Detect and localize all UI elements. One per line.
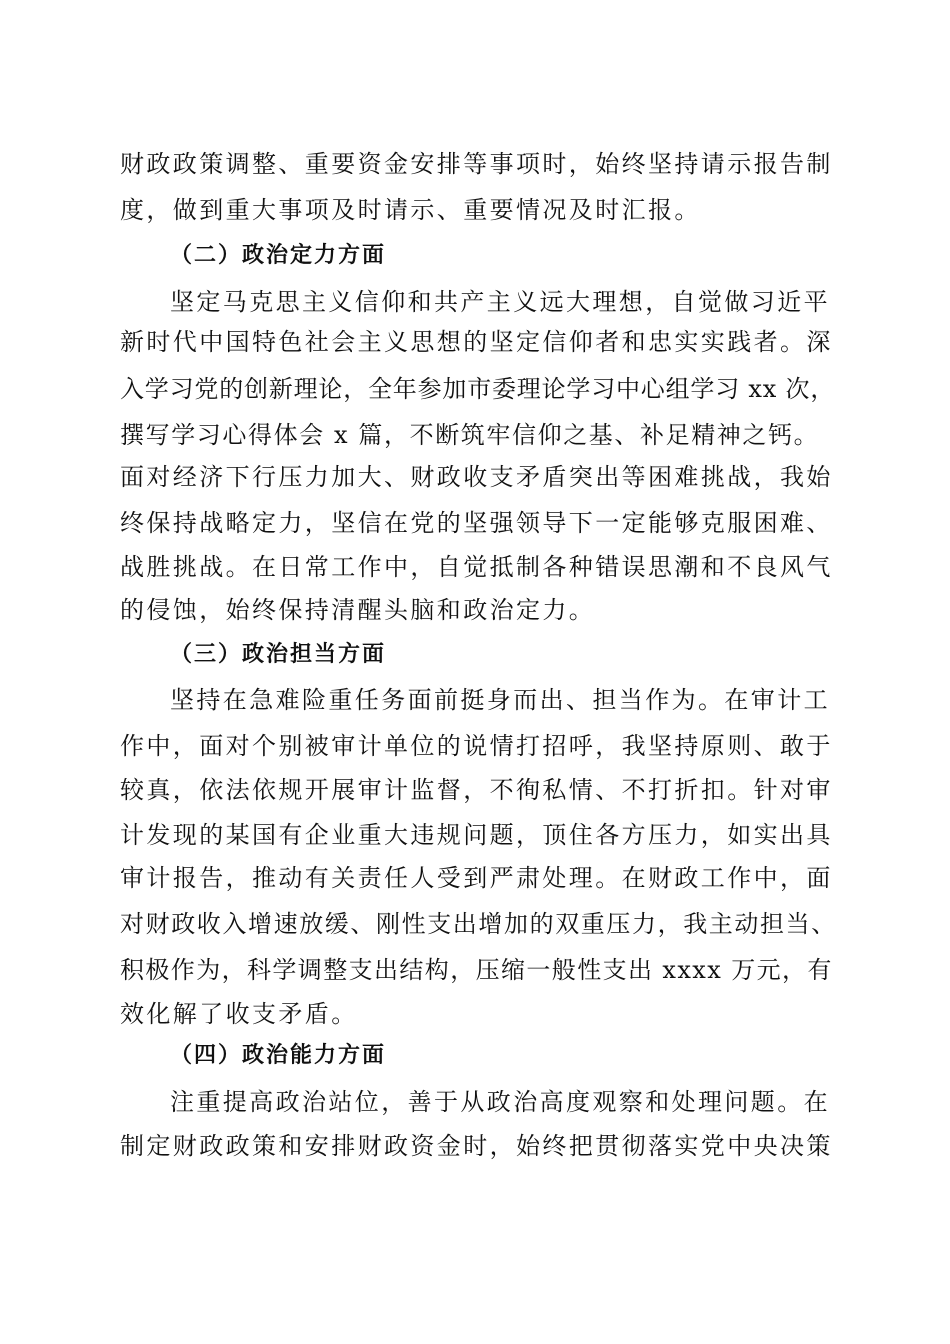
paragraph-line: 注重提高政治站位，善于从政治高度观察和处理问题。在 [170, 1088, 830, 1116]
paragraph-line: 财政政策调整、重要资金安排等事项时，始终坚持请示报告制 [120, 150, 833, 178]
section-heading-4: （四）政治能力方面 [170, 1043, 387, 1068]
paragraph-line: 的侵蚀，始终保持清醒头脑和政治定力。 [120, 596, 596, 624]
paragraph-line: 审计报告，推动有关责任人受到严肃处理。在财政工作中，面 [120, 864, 833, 892]
paragraph-line: 坚定马克思主义信仰和共产主义远大理想，自觉做习近平 [170, 288, 830, 316]
paragraph-line: 战胜挑战。在日常工作中，自觉抵制各种错误思潮和不良风气 [120, 553, 833, 581]
paragraph-line: 效化解了收支矛盾。 [120, 1000, 358, 1028]
section-heading-3: （三）政治担当方面 [170, 642, 387, 667]
paragraph-line: 对财政收入增速放缓、刚性支出增加的双重压力，我主动担当、 [120, 910, 837, 938]
paragraph-line: 计发现的某国有企业重大违规问题，顶住各方压力，如实出具 [120, 821, 833, 849]
paragraph-line: 积极作为，科学调整支出结构，压缩一般性支出 xxxx 万元，有 [120, 956, 833, 984]
paragraph-line: 制定财政政策和安排财政资金时，始终把贯彻落实党中央决策 [120, 1132, 833, 1160]
paragraph-line: 较真，依法依规开展审计监督，不徇私情、不打折扣。针对审 [120, 776, 833, 804]
paragraph-line: 面对经济下行压力加大、财政收支矛盾突出等困难挑战，我始 [120, 463, 833, 491]
paragraph-line: 入学习党的创新理论，全年参加市委理论学习中心组学习 xx 次， [120, 375, 836, 403]
paragraph-line: 新时代中国特色社会主义思想的坚定信仰者和忠实实践者。深 [120, 328, 833, 356]
paragraph-line: 作中，面对个别被审计单位的说情打招呼，我坚持原则、敢于 [120, 732, 833, 760]
paragraph-line: 撰写学习心得体会 x 篇，不断筑牢信仰之基、补足精神之钙。 [120, 421, 820, 449]
section-heading-2: （二）政治定力方面 [170, 243, 387, 268]
paragraph-line: 度，做到重大事项及时请示、重要情况及时汇报。 [120, 196, 701, 224]
paragraph-line: 终保持战略定力，坚信在党的坚强领导下一定能够克服困难、 [120, 509, 833, 537]
paragraph-line: 坚持在急难险重任务面前挺身而出、担当作为。在审计工 [170, 686, 830, 714]
